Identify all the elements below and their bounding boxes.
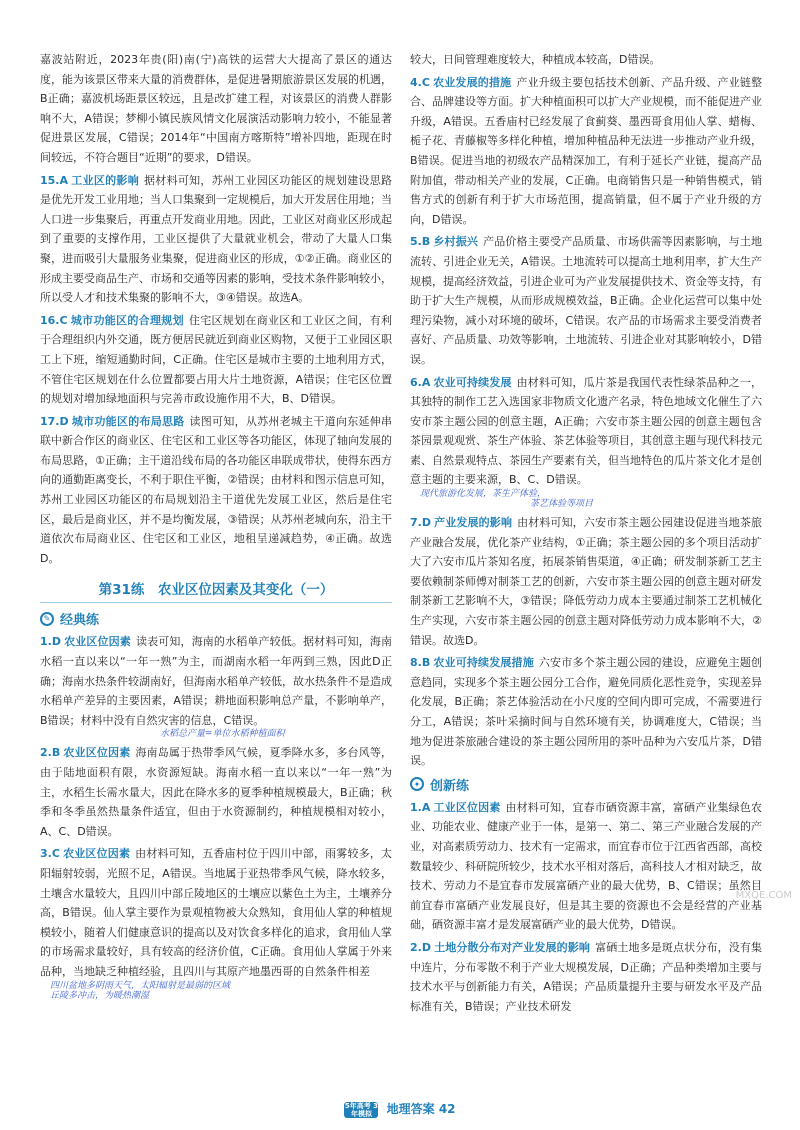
answer-topic: 农业发展的措施	[432, 75, 512, 89]
answer-topic: 土地分散分布对产业发展的影响	[433, 940, 591, 954]
answer-text: 富硒土地多是斑点状分布，没有集中连片，分布零散不利于产业大规模发展，D正确；产品种类增加主要与技术水平与创新能力有关，A错误；产品质量提升主要与研发水平及产品标准有关，B错误；产业技术研发	[410, 940, 763, 1013]
handwritten-note: 水稻总产量=单位水稻种植面积	[160, 729, 285, 740]
section-innovation	[410, 775, 762, 794]
section-title: 创新练	[430, 778, 470, 794]
answer-5	[410, 232, 762, 369]
answer-17	[40, 412, 392, 569]
answer-number: 1.D	[40, 635, 61, 649]
answer-topic: 农业可持续发展	[433, 375, 512, 389]
lightbulb-icon: ✦	[410, 777, 424, 791]
pencil-icon: ✎	[40, 612, 54, 626]
answer-8	[410, 653, 762, 771]
answer-n1	[410, 798, 762, 935]
answer-topic: 工业区位因素	[433, 800, 501, 814]
answer-text: 六安市多个茶主题公园的建设，应避免主题创意趋同，实现多个茶主题公园分工合作，避免同质化恶性竞争，实现差异化发展，B正确；茶艺体验活动在小尺度的空间内即可完成，不需要进行分工，A错误；茶叶采摘时间与自然环境有关，协调难度大，C错误；当地为促进茶旅融合建设的茶主题公园所用的茶叶品种为六安瓜片茶，D错误。	[410, 656, 763, 768]
right-column	[410, 50, 762, 1019]
answer-number: 3.C	[40, 847, 60, 861]
answer-topic: 农业可持续发展措施	[433, 656, 534, 670]
answer-text: 读表可知，海南的水稻单产较低。据材料可知，海南水稻一直以来以“一年一熟”为主，而湖南水稻一年两到三熟，因此D正确；海南水热条件较湖南好，但海南水稻单产较低，故水热条件不是造成水稻单产差异的主要因素，A错误；耕地面积影响总产量，不影响单产，B错误；材料中没有自然灾害的信息，C错误。	[40, 635, 393, 727]
answer-number: 2.B	[40, 746, 61, 760]
answer-text: 据材料可知，苏州工业园区功能区的规划建设思路是优先开发工业用地；当人口集聚到一定规模后，加大开发居住用地；当人口进一步集聚后，再重点开发商业用地。因此，工业区对商业区形成起到了重要的支撑作用，工业区提供了大量就业机会，带动了大量人口集聚，进而吸引大量服务业集聚，促进商业区的形成，①②正确。商业区的形成主要受商品生产、市场和交通等因素的影响，受技术条件影响较小，所以受人才和技术集聚的影响不大，③④错误。故选A。	[40, 173, 392, 305]
watermark: MXQE.COM	[735, 890, 792, 901]
answer-continuation	[410, 50, 762, 70]
answer-number: 6.A	[410, 375, 431, 389]
answer-number: 8.B	[410, 656, 431, 670]
answer-topic: 乡村振兴	[433, 235, 479, 249]
answer-2	[40, 743, 392, 841]
answer-topic: 城市功能区的合理规划	[70, 313, 184, 327]
answer-number: 4.C	[410, 75, 430, 89]
lesson-title: 第31练 农业区位因素及其变化（一）	[40, 572, 392, 603]
answer-3	[40, 844, 392, 1001]
answer-text: 较大，日间管理难度较大，种植成本较高，D错误。	[410, 53, 661, 66]
handwritten-note: 丘陵多冲击，为暖热潮湿	[50, 990, 150, 1001]
answer-n2	[410, 938, 762, 1016]
answer-text: 由材料可知，瓜片茶是我国代表性绿茶品种之一，其独特的制作工艺入选国家非物质文化遗产名录，特色地域文化催生了六安市茶主题公园的创意主题，A正确；六安市茶主题公园的创意主题包含茶园景观观赏、茶生产体验、茶艺体验等项目，其创意主题与现代科技元素、自然景观特点、茶园生产要素有关，但当地特色的瓜片茶文化才是创意主题的主要来源，B、C、D错误。	[410, 375, 762, 487]
answer-text: 由材料可知，五香庙村位于四川中部，雨雾较多，太阳辐射较弱，光照不足，A错误。当地属于亚热带季风气候，降水较多，土壤含水量较大，且四川中部丘陵地区的土壤应以紫色土为主，土壤养分高，B错误。仙人掌主要作为景观植物被大众熟知，食用仙人掌的种植规模较小，随着人们健康意识的提高以及对饮食多样化的追求，食用仙人掌的市场需求量较好，具有较高的经济价值，C正确。食用仙人掌属于外来品种，当地缺乏种植经验，且四川与其原产地墨西哥的自然条件相差	[40, 847, 393, 978]
answer-text: 读图可知，从苏州老城主干道向东延伸串联中新合作区的商业区、住宅区和工业区等各功能区，体现了轴向发展的布局思路，①正确；主干道沿线布局的各功能区串联成带状，使得东西方向的通勤距离变长，不利于职住平衡，②错误；由材料和图示信息可知，苏州工业园区功能区的布局规划沿主干道优先发展工业区，然后是住宅区，最后是商业区，并不是均衡发展，③错误；从苏州老城向东，沿主干道依次布局商业区、住宅区和工业区，地租呈递减趋势，④正确。故选D。	[40, 414, 393, 565]
answer-text: 住宅区规划在商业区和工业区之间，有利于合理组织内外交通，既方便居民就近到商业区购物，又便于工业园区职工上下班，缩短通勤时间，C正确。住宅区是城市主要的土地利用方式，不管住宅区规划在什么位置都要占用大片土地资源，A错误；住宅区位置的规划对增加绿地面积与完善市政设施作用不大，B、D错误。	[40, 313, 393, 406]
handwritten-note: 现代旅游化发展，茶生产体验，	[420, 489, 547, 500]
answer-15	[40, 171, 392, 308]
answer-topic: 城市功能区的布局思路	[71, 414, 185, 428]
answer-text: 由材料可知，宜春市硒资源丰富，富硒产业集绿色农业、功能农业、健康产业于一体，是第一、第二、第三产业融合发展的产业，对高素质劳动力、技术有一定需求，而宜春市位于江西省西部，高校数量较少、科研院所较少，技术水平相对落后，高科技人才相对缺乏，故技术、劳动力不是宜春市发展富硒产业的最大优势，B、C错误；虽然目前宜春市富硒产业发展良好，但是其主要的资源也不会是经营的产业基础，硒资源丰富才是发展富硒产业的最大优势，D错误。	[410, 800, 763, 932]
page-footer	[0, 1100, 800, 1118]
answer-6	[410, 373, 762, 511]
answer-topic: 农业区位因素	[63, 746, 131, 760]
answer-text: 产业升级主要包括技术创新、产品升级、产业链整合、品牌建设等方面。扩大种植面积可以扩大产业规模，而不能促进产业升级，A错误。五香庙村已经发展了食蓟葵、墨西哥食用仙人掌、蜡梅、栀子花、青藤椒等多样化种植，增加种植品种无法进一步推动产业升级，B错误。促进当地的初级农产品精深加工，有利于延长产业链，提高产品附加值，带动相关产业的发展，C正确。电商销售只是一种销售模式，销售方式的创新有利于扩大市场范围，提高销量，但不属于产业升级的方向，D错误。	[410, 75, 762, 226]
answer-topic: 产业发展的影响	[433, 516, 513, 530]
answer-number: 1.A	[410, 800, 431, 814]
answer-number: 7.D	[410, 516, 431, 530]
answer-text: 由材料可知，六安市茶主题公园建设促进当地茶旅产业融合发展，优化茶产业结构，①正确；茶主题公园的多个项目活动扩大了六安市瓜片茶知名度，拓展茶销售渠道，④正确；研发制茶新工艺主要依赖制茶师傅对制茶工艺的创新，六安市茶主题公园的创意主题对研发制茶新工艺影响不大，③错误；降低劳动力成本主要通过制茶工艺机械化生产实现，六安市茶主题公园的创意主题对降低劳动力成本影响不大，②错误。故选D。	[410, 516, 763, 647]
section-classic	[40, 609, 392, 628]
page-label: 地理答案 42	[386, 1102, 456, 1116]
answer-text: 嘉波站附近，2023年贵(阳)南(宁)高铁的运营大大提高了景区的通达度，能为该景区带来大量的消费群体，是促进暑期旅游景区发展的机遇，B正确；嘉波机场距景区较远，且是改扩建工程，对该景区的消费人群影响不大，A错误；梦柳小镇民族风情文化展演活动影响力较小，不能显著促进景区发展，C错误；2014年“中国南方喀斯特”增补四地，距现在时间较远，不符合题目“近期”的要求，D错误。	[40, 53, 392, 164]
answer-continuation	[40, 50, 392, 168]
answer-7	[410, 513, 762, 650]
answer-text: 产品价格主要受产品质量、市场供需等因素影响，与土地流转、引进企业无关，A错误。土地流转可以提高土地利用率，扩大生产规模，提高经济效益，引进企业可为产业发展提供技术、资金等支持，有助于扩大生产规模，从而形成规模效益，B正确。企业化运营可以集中处理污染物，减小对环境的破坏，C错误。农产品的市场需求主要受消费者喜好、产品质量、功效等影响，土地流转、引进企业对其影响较小，D错误。	[410, 235, 763, 366]
answer-text: 海南岛属于热带季风气候，夏季降水多，多台风等，由于陆地面积有限，水资源短缺。海南水稻一直以来以“一年一熟”为主，水稻生长需水量大，因此在降水多的夏季种植规模最大，B正确；秋季和冬季虽然热量条件适宜，但由于水资源制约，种植规模相对较小，A、C、D错误。	[40, 746, 393, 838]
answer-4	[410, 73, 762, 230]
answer-16	[40, 311, 392, 409]
answer-topic: 工业区的影响	[71, 173, 139, 187]
publisher-logo: 5年高考 3年模拟	[344, 1101, 379, 1118]
answer-topic: 农业区位因素	[63, 635, 131, 649]
answer-number: 15.A	[40, 173, 68, 187]
answer-number: 2.D	[410, 940, 431, 954]
handwritten-note: 四川盆地多阴雨天气，太阳辐射是最弱的区域	[50, 980, 231, 991]
answer-number: 5.B	[410, 235, 431, 249]
section-title: 经典练	[60, 613, 100, 629]
handwritten-note: 茶艺体验等项目	[530, 499, 594, 510]
answer-1	[40, 632, 392, 740]
answer-topic: 农业区位因素	[62, 847, 131, 861]
answer-number: 16.C	[40, 313, 68, 327]
answer-number: 17.D	[40, 414, 69, 428]
left-column	[40, 50, 392, 1005]
